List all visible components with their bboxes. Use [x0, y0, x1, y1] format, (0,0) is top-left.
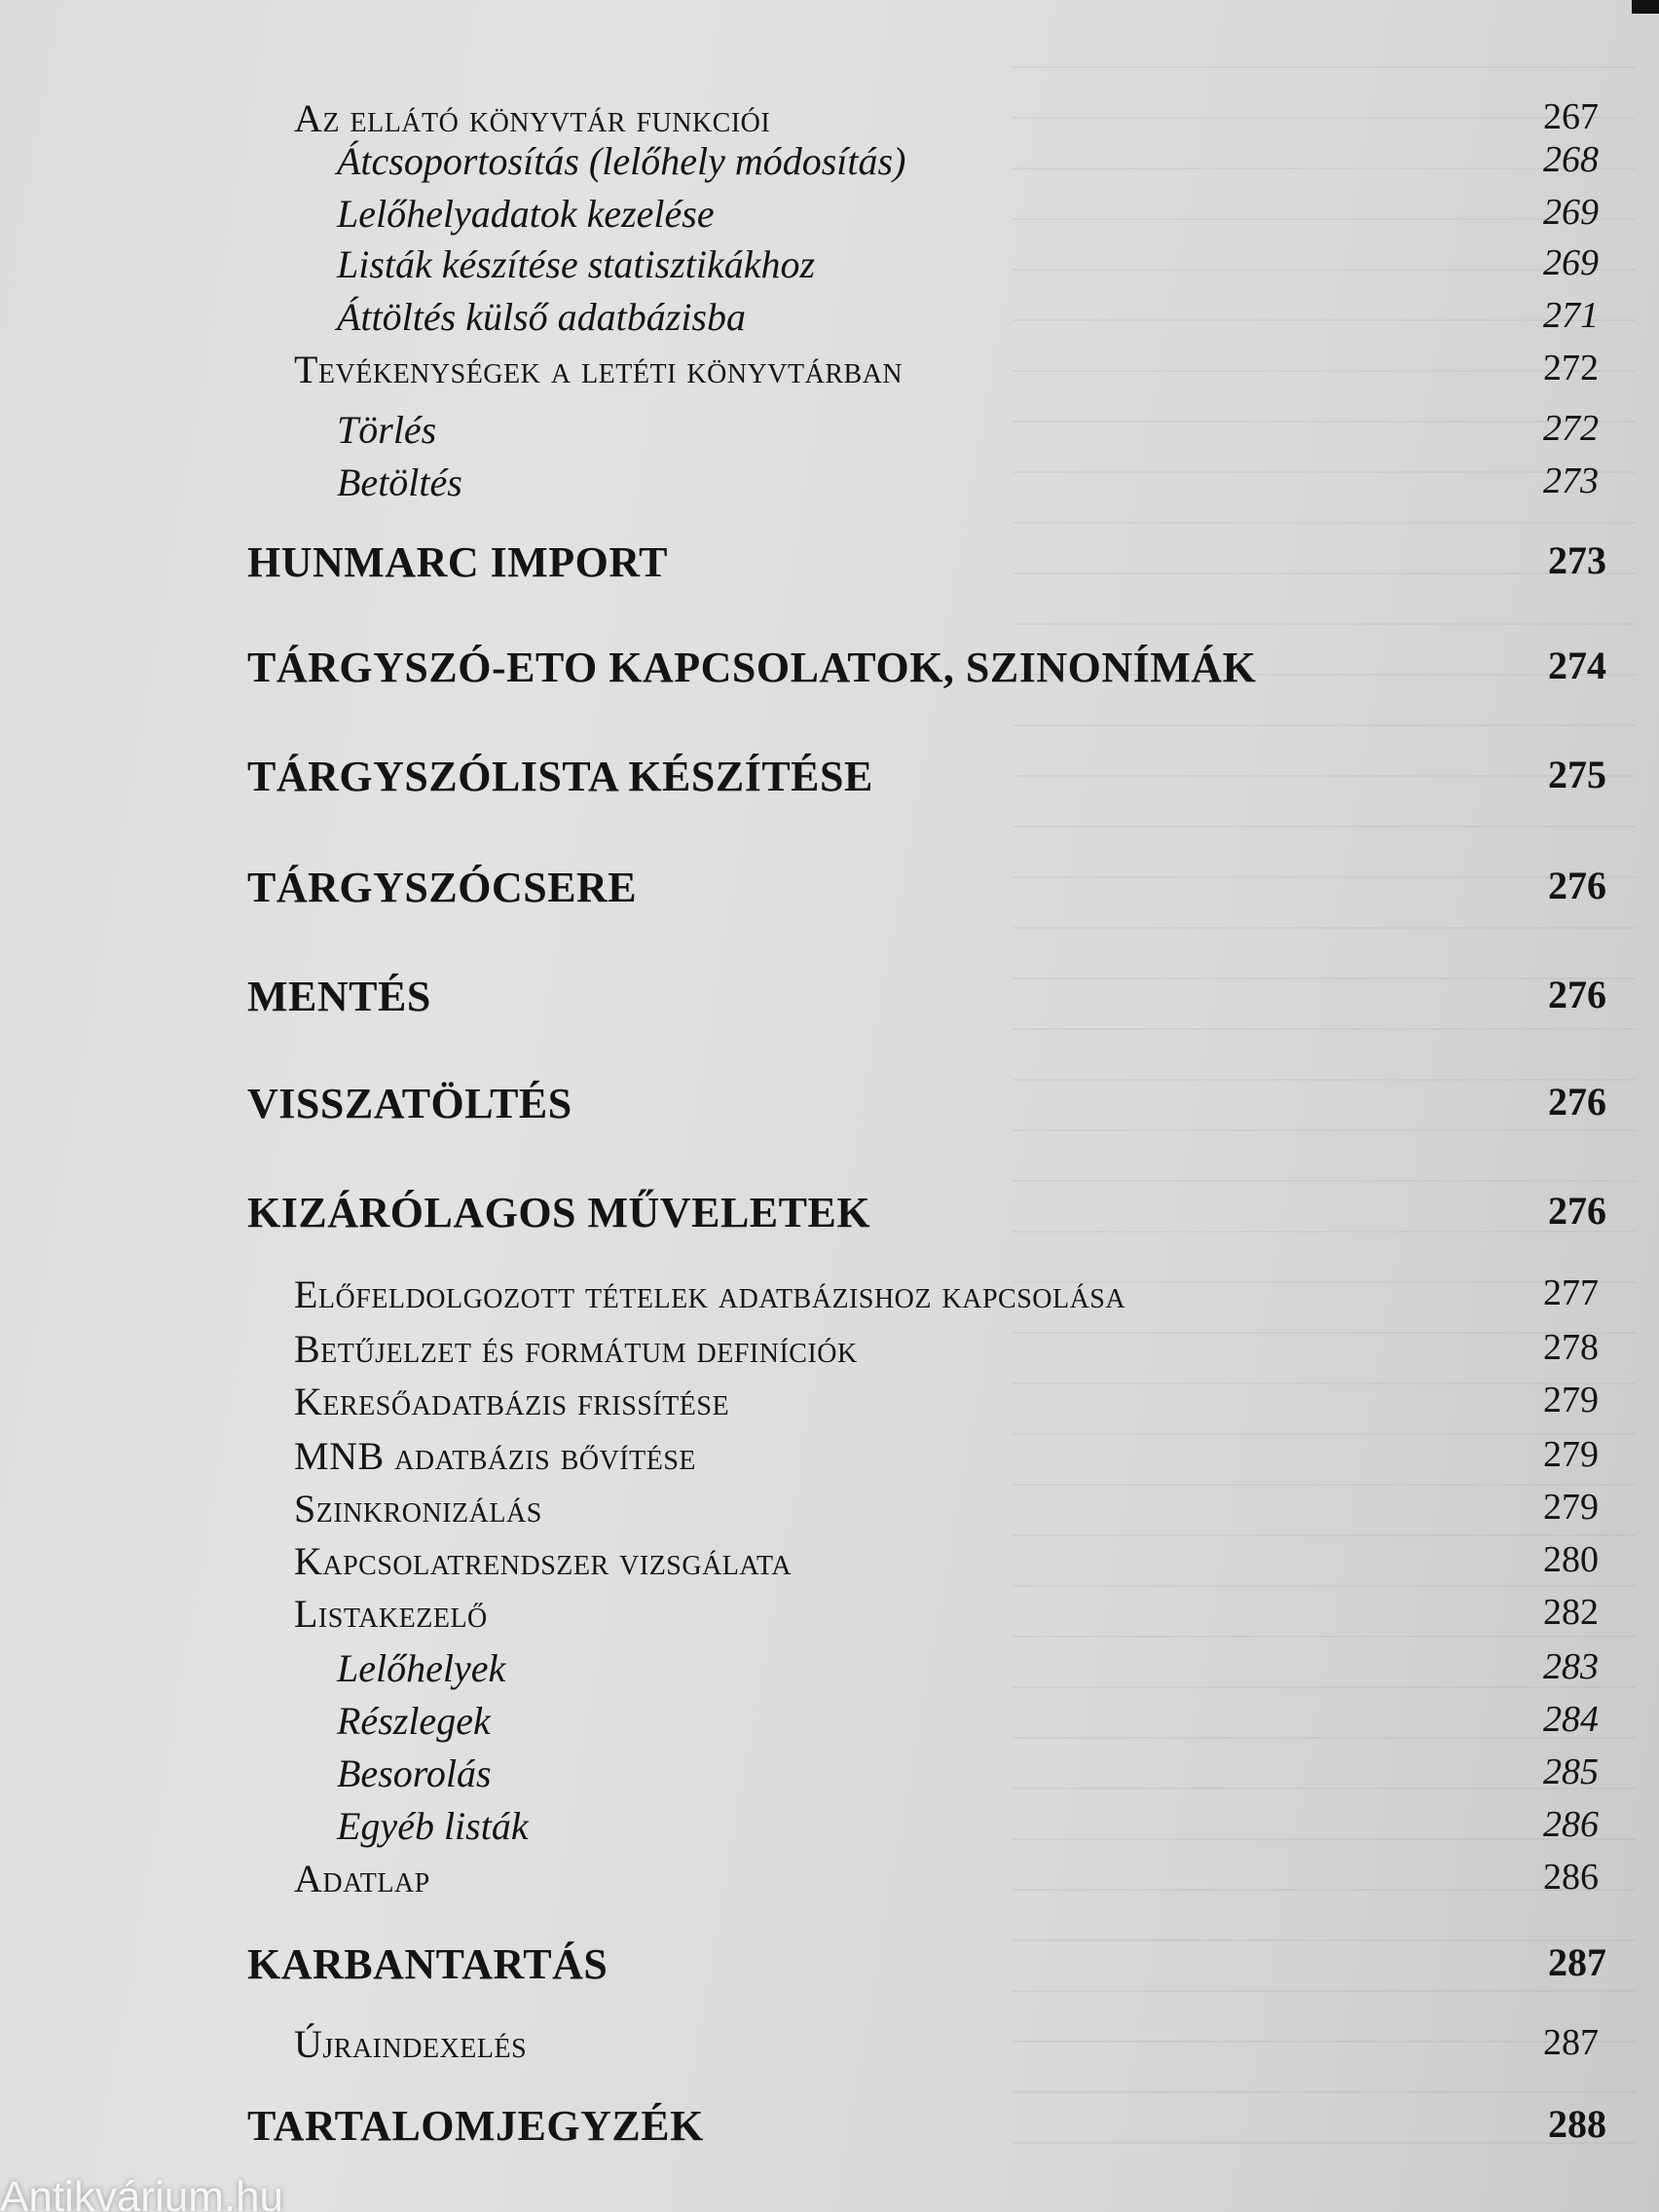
toc-entry-page-number: 272 [1543, 408, 1599, 449]
toc-entry [0, 460, 1659, 518]
toc-entry [0, 1591, 1659, 1649]
toc-entry-page-number: 276 [1548, 1189, 1606, 1233]
toc-entry-title: MENTÉS [247, 973, 431, 1020]
toc-entry [0, 1272, 1659, 1330]
toc-entry-title: TÁRGYSZÓCSERE [247, 864, 638, 911]
toc-entry-title: KARBANTARTÁS [247, 1940, 608, 1988]
toc-entry [0, 752, 1659, 810]
toc-entry-page-number: 273 [1543, 461, 1599, 501]
toc-entry-title: Szinkronizálás [294, 1487, 542, 1530]
toc-entry-page-number: 283 [1543, 1646, 1599, 1687]
toc-entry-title: Egyéb listák [337, 1804, 529, 1848]
toc-entry [0, 1856, 1659, 1914]
toc-entry [0, 1188, 1659, 1246]
toc-entry-title: Törlés [337, 408, 437, 452]
toc-entry [0, 407, 1659, 465]
toc-entry-title: Újraindexelés [294, 2022, 528, 2066]
toc-entry [0, 1645, 1659, 1704]
toc-entry-title: TÁRGYSZÓ-ETO KAPCSOLATOK, SZINONÍMÁK [247, 644, 1257, 691]
toc-entry-page-number: 286 [1543, 1804, 1599, 1845]
toc-entry-page-number: 277 [1543, 1272, 1599, 1313]
toc-entry [0, 2101, 1659, 2159]
toc-entry-title: Adatlap [294, 1857, 430, 1900]
toc-entry [0, 1698, 1659, 1756]
toc-entry-page-number: 276 [1548, 973, 1606, 1016]
toc-entry [0, 138, 1659, 197]
toc-entry [0, 2021, 1659, 2080]
toc-entry-title: Kapcsolatrendszer vizsgálata [294, 1539, 793, 1583]
toc-entry-page-number: 276 [1548, 1080, 1606, 1124]
toc-entry-page-number: 274 [1548, 644, 1606, 687]
toc-entry [0, 863, 1659, 921]
toc-entry-title: Listakezelő [294, 1592, 488, 1636]
toc-entry-title: VISSZATÖLTÉS [247, 1080, 572, 1127]
toc-entry-title: Az ellátó könyvtár funkciói [294, 96, 771, 140]
toc-entry-title: Átcsoportosítás (lelőhely módosítás) [337, 139, 906, 183]
toc-entry-page-number: 267 [1543, 96, 1599, 137]
toc-entry-page-number: 275 [1548, 753, 1606, 796]
watermark: Antikvárium.hu [0, 2173, 284, 2212]
toc-entry-title: Áttöltés külső adatbázisba [337, 295, 746, 339]
toc-entry [0, 1538, 1659, 1597]
toc-entry-page-number: 278 [1543, 1327, 1599, 1368]
toc-entry-page-number: 269 [1543, 192, 1599, 233]
toc-entry [0, 294, 1659, 352]
toc-entry-page-number: 271 [1543, 295, 1599, 336]
toc-entry-title: Betűjelzet és formátum definíciók [294, 1327, 858, 1371]
toc-entry-page-number: 288 [1548, 2102, 1606, 2146]
toc-entry-page-number: 279 [1543, 1380, 1599, 1420]
toc-entry-title: TARTALOMJEGYZÉK [247, 2102, 704, 2150]
page-corner-mark [1632, 0, 1659, 14]
toc-entry [0, 1751, 1659, 1809]
toc-entry-page-number: 280 [1543, 1539, 1599, 1580]
toc-entry [0, 347, 1659, 405]
toc-entry-page-number: 284 [1543, 1699, 1599, 1740]
toc-entry-title: Előfeldolgozott tételek adatbázishoz kapcsolása [294, 1272, 1126, 1316]
toc-entry-page-number: 287 [1548, 1940, 1606, 1984]
toc-entry [0, 1326, 1659, 1384]
toc-entry-title: Keresőadatbázis frissítése [294, 1380, 730, 1423]
toc-entry-title: HUNMARC IMPORT [247, 538, 668, 586]
toc-entry [0, 1379, 1659, 1437]
toc-entry-page-number: 272 [1543, 348, 1599, 388]
toc-entry-title: Tevékenységek a letéti könyvtárban [294, 348, 903, 391]
toc-entry-page-number: 273 [1548, 538, 1606, 582]
toc-entry-title: Listák készítése statisztikákhoz [337, 242, 816, 286]
toc-entry-page-number: 279 [1543, 1434, 1599, 1475]
toc-entry [0, 1079, 1659, 1137]
toc-entry-title: MNB adatbázis bővítése [294, 1434, 697, 1478]
toc-entry-title: Betöltés [337, 461, 462, 504]
toc-entry-title: Lelőhelyadatok kezelése [337, 192, 715, 236]
toc-entry [0, 191, 1659, 249]
toc-entry [0, 1939, 1659, 1998]
toc-entry-title: TÁRGYSZÓLISTA KÉSZÍTÉSE [247, 753, 873, 800]
toc-entry-page-number: 287 [1543, 2022, 1599, 2063]
toc-entry [0, 537, 1659, 596]
toc-entry [0, 1803, 1659, 1862]
toc-entry-title: Besorolás [337, 1751, 492, 1795]
toc-entry-page-number: 269 [1543, 242, 1599, 283]
toc-entry [0, 972, 1659, 1030]
toc-entry-page-number: 285 [1543, 1751, 1599, 1792]
toc-entry-title: Részlegek [337, 1699, 491, 1743]
toc-entry-title: Lelőhelyek [337, 1646, 506, 1690]
toc-entry-title: KIZÁRÓLAGOS MŰVELETEK [247, 1189, 871, 1236]
toc-entry [0, 241, 1659, 300]
toc-entry [0, 1486, 1659, 1544]
toc-entry-page-number: 282 [1543, 1592, 1599, 1633]
toc-entry [0, 1433, 1659, 1492]
toc-entry-page-number: 268 [1543, 139, 1599, 180]
toc-entry-page-number: 286 [1543, 1857, 1599, 1898]
toc-entry-page-number: 276 [1548, 864, 1606, 907]
toc-entry [0, 643, 1659, 701]
toc-entry-page-number: 279 [1543, 1487, 1599, 1528]
